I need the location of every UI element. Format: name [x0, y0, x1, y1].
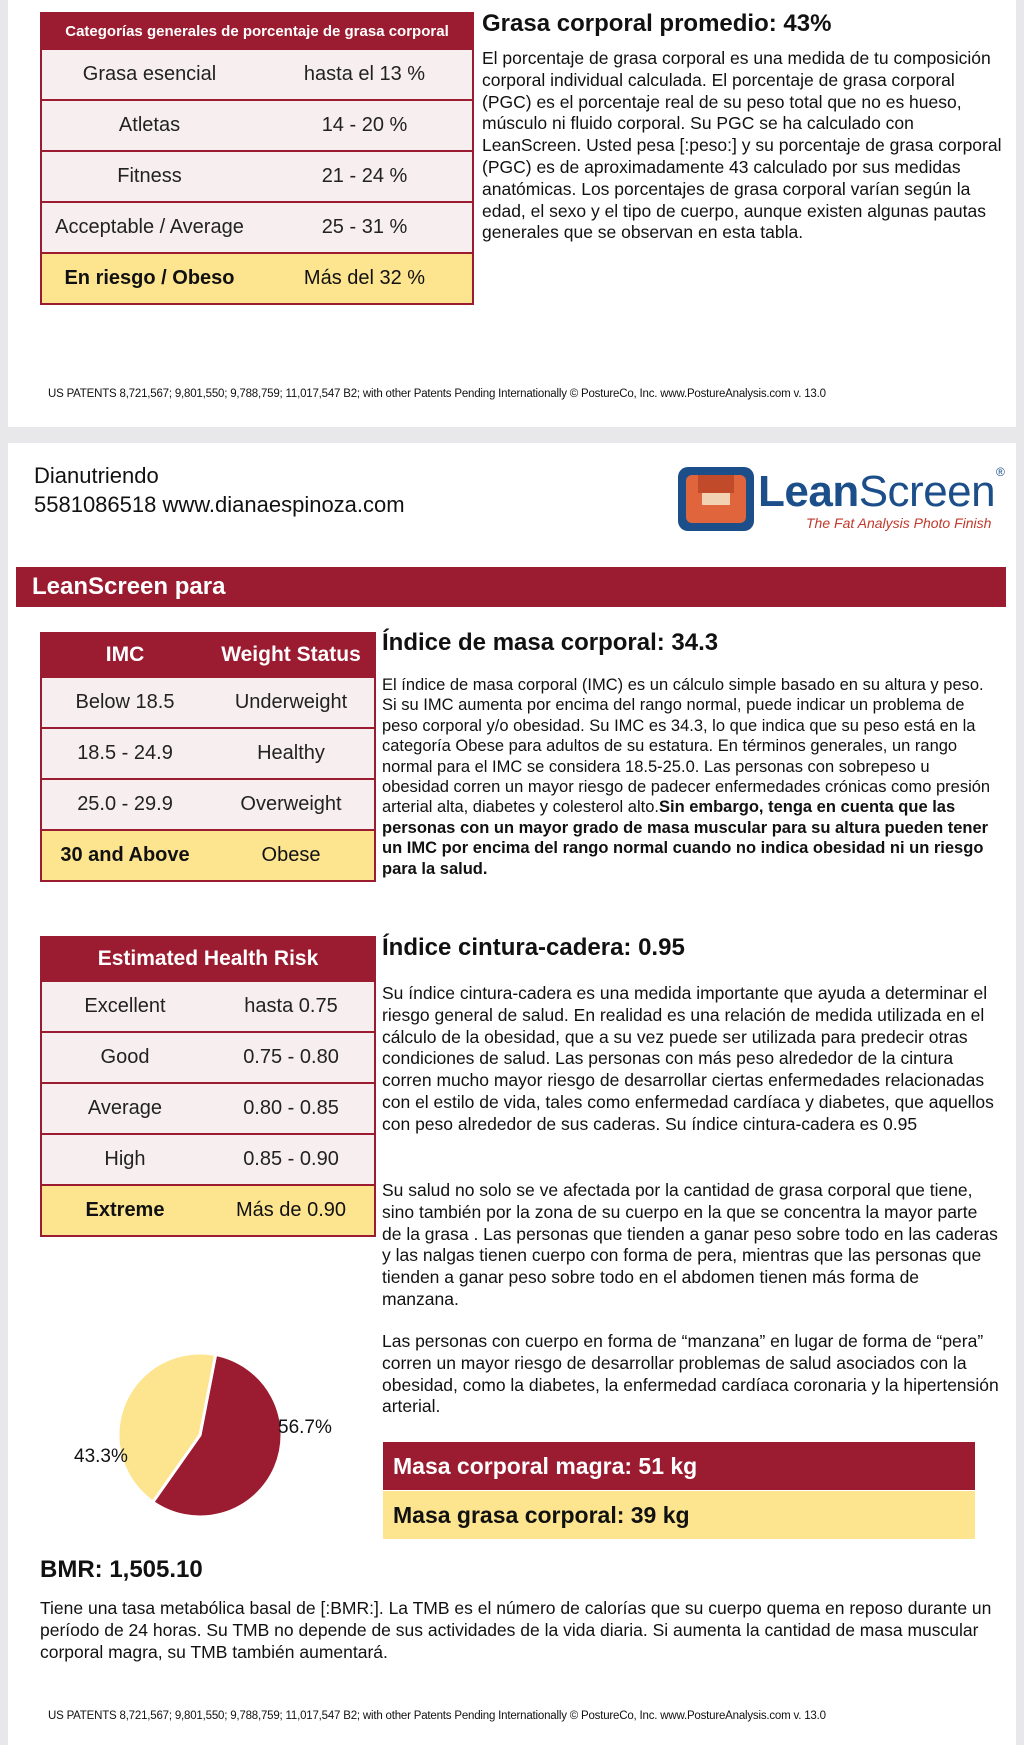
lean-mass-bar: Masa corporal magra: 51 kg	[383, 1442, 975, 1490]
body-fat-categories-table	[40, 12, 474, 305]
whr-paragraph-2: Su salud no solo se ve afectada por la cantidad de grasa corporal que tiene, sino también por la zona de su cuerpo en la que se concentra la mayor parte de la grasa . Las personas que tienden a ganar peso sobre todo en las caderas y las nalgas tienen cuerpo con forma de pera, mientras que las personas que tienden a ganar peso sobre todo en el abdomen tienen más forma de manzana.	[382, 1180, 998, 1309]
health-risk-table	[40, 936, 376, 1237]
table-row-highlight: En riesgo / Obeso Más del 32 %	[42, 252, 472, 303]
bmi-title: Índice de masa corporal: 34.3	[382, 629, 719, 656]
fat-mass-bar: Masa grasa corporal: 39 kg	[383, 1491, 975, 1539]
table-row: Average 0.80 - 0.85	[42, 1082, 374, 1133]
whr-paragraph-1: Su índice cintura-cadera es una medida importante que ayuda a determinar el riesgo general de salud. En realidad es una relación de medida utilizada en el cálculo de la obesidad, que a su vez puede ser utilizada para predecir otras condiciones de salud. Las personas con más peso alrededor de la cintura corren mucho mayor riesgo de desarrollar ciertas enfermedades relacionadas con el estilo de vida, tales como enfermedad cardíaca y diabetes, que aquellos con peso alrededor de sus caderas. Su índice cintura-cadera es 0.95	[382, 983, 994, 1134]
leanscreen-logo-icon	[676, 463, 756, 535]
patent-footer: US PATENTS 8,721,567; 9,801,550; 9,788,759; 11,017,547 B2; with other Patents Pending Internationally © PostureCo, Inc. www.PostureAnalysis.com v. 13.0	[48, 1710, 826, 1722]
body-fat-paragraph: El porcentaje de grasa corporal es una medida de tu composición corporal individual calculada. El porcentaje de grasa corporal (PGC) es el porcentaje real de su peso total que no es hueso, músculo ni fluido corporal. Su PGC se ha calculado con LeanScreen. Usted pesa [:peso:] y su porcentaje de grasa corporal (PGC) es de aproximadamente 43 calculado por sus medidas anatómicas. Los porcentajes de grasa corporal varían según la edad, el sexo y el tipo de cuerpo, aunque existen algunas pautas generales que se observan en esta tabla.	[482, 48, 1002, 243]
table-row: 25.0 - 29.9 Overweight	[42, 778, 374, 829]
pie-label: 43.3%	[74, 1446, 128, 1467]
bmi-paragraph: El índice de masa corporal (IMC) es un cálculo simple basado en su altura y peso. Si su IMC aumenta por encima del rango normal, puede indicar un problema de peso corporal y/o obesidad. Su IMC es 34.3, lo que indica que su peso está en la categoría Obese para adultos de su estatura. En términos generales, un rango normal para el IMC se considera 18.5-25.0. Las personas con sobrepeso u obesidad corren un mayor riesgo de padecer enfermedades crónicas como presión arterial alta, diabetes y colesterol alto.Sin embargo, tenga en cuenta que las personas con un mayor grado de masa muscular para su altura pueden tener un IMC por encima del rango normal cuando no indica obesidad ni un riesgo para la salud.	[382, 676, 991, 878]
report-page-2	[8, 443, 1016, 1745]
bmr-paragraph: Tiene una tasa metabólica basal de [:BMR:]. La TMB es el número de calorías que su cuerpo quema en reposo durante un período de 24 horas. Su TMB no depende de sus actividades de la vida diaria. Si aumenta la cantidad de masa muscular corporal magra, su TMB también aumentará.	[40, 1598, 992, 1662]
bmi-table	[40, 632, 376, 882]
logo-tagline: The Fat Analysis Photo Finish	[806, 515, 992, 531]
table-header: Estimated Health Risk	[97, 947, 319, 970]
table-row-highlight: 30 and Above Obese	[42, 829, 374, 880]
table-header: Categorías generales de porcentaje de grasa corporal	[65, 22, 449, 40]
whr-title: Índice cintura-cadera: 0.95	[382, 934, 685, 961]
body-fat-title: Grasa corporal promedio: 43%	[482, 10, 832, 37]
provider-name: Dianutriendo	[34, 463, 159, 488]
logo-wordmark: LeanScreen	[758, 467, 996, 516]
report-banner: LeanScreen para	[16, 567, 1006, 607]
leanscreen-logo	[676, 463, 1008, 535]
whr-paragraph-3: Las personas con cuerpo en forma de “manzana” en lugar de forma de “pera” corren un mayor riesgo de desarrollar problemas de salud asociados con la obesidad, como la diabetes, la enfermedad cardíaca coronaria y la hipertensión arterial.	[382, 1331, 999, 1417]
report-page-1	[8, 0, 1016, 427]
provider-contact: 5581086518 www.dianaespinoza.com	[34, 492, 405, 517]
table-row: High 0.85 - 0.90	[42, 1133, 374, 1184]
table-row: Excellent hasta 0.75	[42, 980, 374, 1031]
table-header: IMC Weight Status	[105, 643, 361, 666]
pie-label: 56.7%	[278, 1417, 332, 1438]
logo-registered: ®	[996, 465, 1005, 479]
table-row-highlight: Extreme Más de 0.90	[42, 1184, 374, 1235]
table-row: Fitness 21 - 24 %	[42, 150, 472, 201]
bmr-title: BMR: 1,505.10	[40, 1556, 203, 1583]
patent-footer: US PATENTS 8,721,567; 9,801,550; 9,788,759; 11,017,547 B2; with other Patents Pending Internationally © PostureCo, Inc. www.PostureAnalysis.com v. 13.0	[48, 388, 826, 400]
table-row: Atletas 14 - 20 %	[42, 99, 472, 150]
table-row: Below 18.5 Underweight	[42, 676, 374, 727]
table-row: Grasa esencial hasta el 13 %	[42, 48, 472, 99]
table-row: 18.5 - 24.9 Healthy	[42, 727, 374, 778]
table-row: Good 0.75 - 0.80	[42, 1031, 374, 1082]
body-composition-pie-chart	[58, 1340, 358, 1530]
table-row: Acceptable / Average 25 - 31 %	[42, 201, 472, 252]
